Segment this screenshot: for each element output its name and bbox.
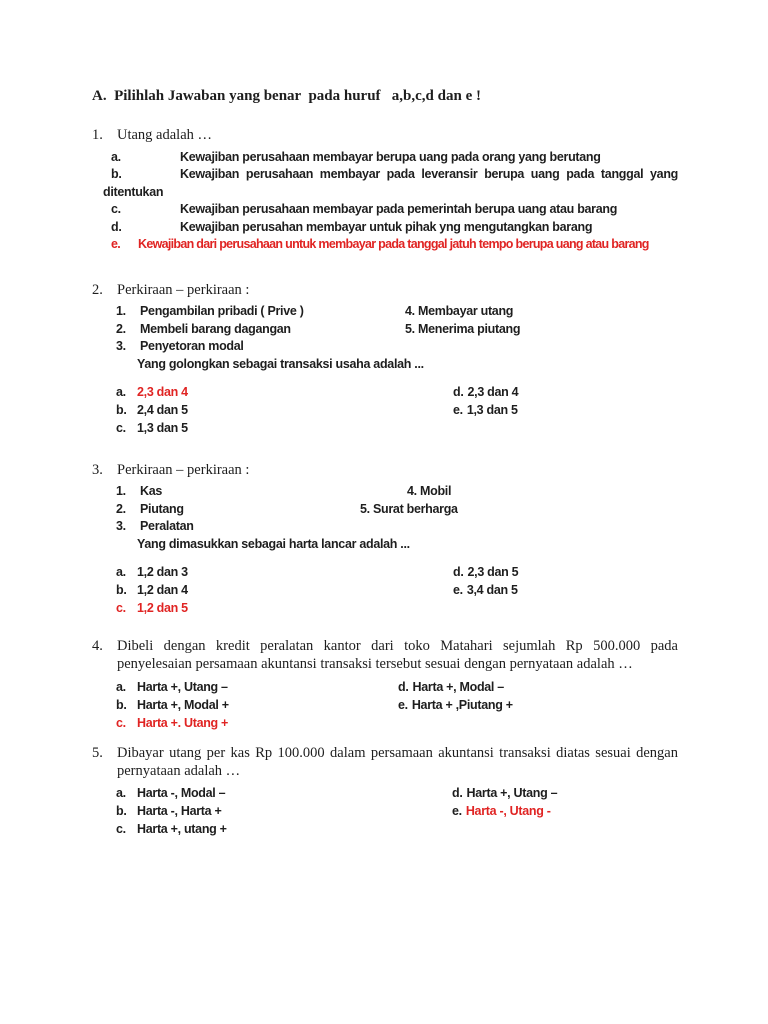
option-letter: c. <box>116 822 126 836</box>
sub-item-list <box>116 303 678 373</box>
question-2 <box>92 281 678 437</box>
option-grid <box>116 678 678 732</box>
question-stem-row <box>92 281 678 299</box>
sub-item-row <box>116 483 678 501</box>
option-right <box>452 802 551 820</box>
option-text: 1,3 dan 5 <box>466 403 518 418</box>
option-row-c <box>116 419 678 437</box>
option-text: Harta +, Utang – <box>466 786 558 800</box>
sub-item-number: 3. <box>116 339 126 354</box>
option-grid <box>116 784 678 838</box>
sub-item-text: Piutang <box>140 501 184 516</box>
option-row-b-e <box>116 401 678 419</box>
question-number: 1. <box>92 127 103 143</box>
question-stem-row <box>92 126 678 144</box>
option-row-c-answer <box>116 714 678 732</box>
option-letter: a. <box>116 565 126 580</box>
sub-item-number: 1. <box>116 304 126 318</box>
option-row-a-d <box>116 383 678 401</box>
option-letter: b. <box>111 167 122 182</box>
option-text: Harta +, Modal – <box>412 680 504 694</box>
option-text: Kewajiban dari perusahaan untuk membayar pada tanggal jatuh tempo berupa uang atau barang <box>138 237 649 252</box>
option-row-d <box>103 219 678 236</box>
option-row-c <box>103 201 678 218</box>
option-text: 1,2 dan 4 <box>137 583 188 598</box>
option-text: Harta +, utang + <box>137 822 227 836</box>
option-letter: c. <box>116 716 126 730</box>
option-right <box>453 383 518 401</box>
option-letter: d. <box>398 680 409 694</box>
question-number: 4. <box>92 638 103 654</box>
question-stem: Dibayar utang per kas Rp 100.000 dalam persamaan akuntansi transaksi diatas sesuai dengan pernyataan adalah … <box>117 745 678 779</box>
sub-item-row <box>116 501 678 519</box>
sub-item-text: Membeli barang dagangan <box>140 321 291 336</box>
question-stem-row <box>92 461 678 479</box>
question-prompt: Yang golongkan sebagai transaksi usaha adalah ... <box>137 356 424 371</box>
sub-item-right: 5. Surat berharga <box>360 501 458 516</box>
sub-item-right: 4. Mobil <box>407 484 452 498</box>
question-stem: Utang adalah … <box>117 127 213 143</box>
option-row-a <box>103 149 678 166</box>
option-row-c-answer <box>116 599 678 617</box>
option-text: 1,3 dan 5 <box>137 421 188 436</box>
option-right <box>398 696 513 714</box>
option-letter: a. <box>116 680 126 694</box>
option-grid <box>116 383 678 437</box>
sub-item-row <box>116 338 678 356</box>
option-text: 3,4 dan 5 <box>466 583 518 598</box>
option-list <box>103 149 678 253</box>
question-number: 2. <box>92 282 103 298</box>
sub-item-number: 2. <box>116 501 126 516</box>
option-letter: c. <box>111 202 121 217</box>
sub-item-number: 3. <box>116 519 126 534</box>
sub-item-row <box>116 321 678 339</box>
sub-item-number: 1. <box>116 484 126 498</box>
exam-section-heading: A. Pilihlah Jawaban yang benar pada huruf a,b,c,d dan e ! <box>92 88 481 104</box>
question-stem: Dibeli dengan kredit peralatan kantor dari toko Matahari sejumlah Rp 500.000 pada penyelesaian persamaan akuntansi transaksi tersebut sesuai dengan pernyataan adalah … <box>117 638 678 672</box>
sub-item-text: Pengambilan pribadi ( Prive ) <box>140 304 304 318</box>
option-text: Harta -, Harta + <box>137 804 222 818</box>
option-row-b-e <box>116 802 678 820</box>
option-row-a-d <box>116 784 678 802</box>
option-letter: c. <box>116 601 126 616</box>
question-stem-row <box>92 637 678 673</box>
question-prompt: Yang dimasukkan sebagai harta lancar adalah ... <box>137 536 410 551</box>
question-number: 5. <box>92 745 103 761</box>
option-row-a-d <box>116 678 678 696</box>
option-letter: b. <box>116 698 127 712</box>
option-letter: b. <box>116 403 127 418</box>
question-stem: Perkiraan – perkiraan : <box>117 282 250 298</box>
question-1 <box>92 126 678 253</box>
sub-item-number: 2. <box>116 321 126 336</box>
question-3 <box>92 461 678 617</box>
option-letter: e. <box>111 237 121 252</box>
option-row-b <box>103 166 678 201</box>
option-row-b-e <box>116 696 678 714</box>
option-text: 2,3 dan 4 <box>467 385 519 400</box>
option-text: Harta -, Modal – <box>137 786 226 800</box>
option-letter: d. <box>452 786 463 800</box>
option-letter: d. <box>453 565 464 580</box>
sub-item-row <box>116 303 678 321</box>
option-letter: d. <box>111 219 122 234</box>
option-text: Kewajiban perusahan membayar untuk pihak yng mengutangkan barang <box>180 219 593 234</box>
option-letter: c. <box>116 421 126 436</box>
option-row-e-answer <box>103 236 678 253</box>
option-text: Harta +, Utang – <box>137 680 228 694</box>
option-right <box>398 678 504 696</box>
option-row-a-d <box>116 563 678 581</box>
option-right <box>453 563 518 581</box>
option-letter: d. <box>453 385 464 400</box>
option-grid <box>116 563 678 617</box>
question-4 <box>92 637 678 732</box>
option-letter: a. <box>116 385 126 400</box>
option-text: 2,3 dan 5 <box>467 565 519 580</box>
option-letter: b. <box>116 804 127 818</box>
option-text-answer: 1,2 dan 5 <box>137 601 188 616</box>
option-letter: a. <box>111 150 121 164</box>
option-text: 1,2 dan 3 <box>137 565 188 580</box>
sub-item-row <box>116 518 678 536</box>
sub-item-right: 4. Membayar utang <box>405 304 514 318</box>
sub-item-right: 5. Menerima piutang <box>405 321 521 336</box>
sub-item-text: Kas <box>140 484 163 498</box>
option-right <box>452 784 557 802</box>
option-text: Kewajiban perusahaan membayar berupa uang pada orang yang berutang <box>180 150 601 164</box>
question-stem-row <box>92 744 678 780</box>
option-text: Kewajiban perusahaan membayar pada pemerintah berupa uang atau barang <box>180 202 618 217</box>
option-letter: e. <box>453 403 463 418</box>
option-letter: b. <box>116 583 127 598</box>
option-right <box>453 581 518 599</box>
option-text-answer: Harta +. Utang + <box>137 716 229 730</box>
option-letter: e. <box>452 804 462 818</box>
question-number: 3. <box>92 462 103 478</box>
sub-item-list <box>116 483 678 553</box>
option-text: Harta + ,Piutang + <box>411 698 513 712</box>
option-letter: a. <box>116 786 126 800</box>
sub-item-text: Penyetoran modal <box>140 339 244 354</box>
question-5 <box>92 744 678 838</box>
question-stem: Perkiraan – perkiraan : <box>117 462 250 478</box>
sub-item-text: Peralatan <box>140 519 194 534</box>
option-letter: e. <box>453 583 463 598</box>
option-right <box>453 401 518 419</box>
option-text-answer: 2,3 dan 4 <box>137 385 188 400</box>
option-text-answer: Harta -, Utang - <box>465 804 551 818</box>
option-row-c <box>116 820 678 838</box>
option-text: 2,4 dan 5 <box>137 403 188 418</box>
option-text: Harta +, Modal + <box>137 698 229 712</box>
option-letter: e. <box>398 698 408 712</box>
option-text: Kewajiban perusahaan membayar pada leveransir berupa uang pada tanggal yang ditentukan <box>103 167 678 199</box>
option-row-b-e <box>116 581 678 599</box>
